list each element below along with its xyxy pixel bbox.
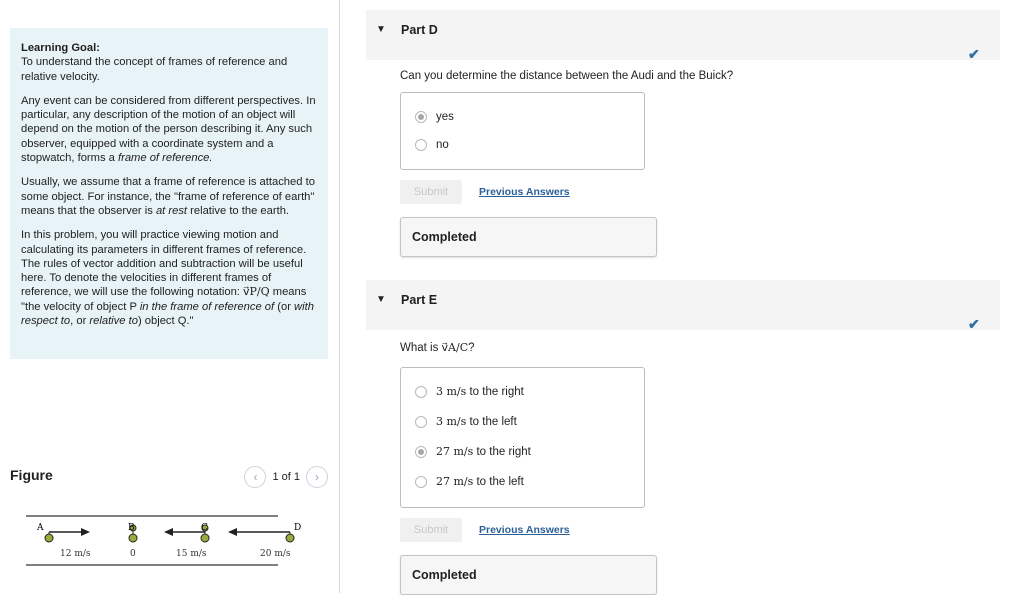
- option-label: no: [436, 139, 449, 151]
- part-e-option-4[interactable]: [415, 475, 524, 488]
- arrow-c-head: [164, 528, 173, 536]
- part-e-option-1[interactable]: [415, 385, 524, 398]
- chevron-right-icon: ›: [315, 470, 319, 484]
- part-d-previous-answers-link[interactable]: Previous Answers: [479, 186, 570, 198]
- speed-b: 0: [130, 549, 136, 559]
- marker-c: [201, 534, 209, 542]
- part-d-option-no[interactable]: [415, 139, 449, 151]
- part-e-option-3[interactable]: [415, 445, 531, 458]
- p2-emphasis: at rest: [155, 204, 188, 217]
- caret-down-icon[interactable]: ▼: [376, 24, 386, 35]
- p2-text-end: relative to the earth.: [187, 204, 290, 217]
- radio[interactable]: [415, 476, 427, 488]
- question-symbol: v⃗A/C: [441, 341, 469, 354]
- p3-emphasis-3: relative to: [89, 315, 138, 328]
- left-panel: [0, 0, 340, 593]
- option-direction: to the left: [473, 476, 524, 488]
- p1-emphasis: frame of reference.: [118, 152, 213, 165]
- option-label: [436, 475, 524, 488]
- radio-selected[interactable]: [415, 446, 427, 458]
- figure-diagram[interactable]: [22, 510, 312, 570]
- panel-divider[interactable]: [339, 0, 340, 593]
- option-value: 27 m/s: [436, 475, 474, 488]
- option-direction: to the right: [466, 386, 524, 398]
- paragraph-1: [21, 94, 317, 165]
- option-direction: to the left: [466, 416, 517, 428]
- option-value: 3 m/s: [436, 385, 467, 398]
- notation-symbol: v⃗P/Q: [243, 285, 270, 299]
- option-label: [436, 445, 531, 458]
- p3-text-e: ) object Q.": [137, 315, 194, 328]
- part-e-label: Part E: [401, 293, 438, 307]
- p3-emphasis-1: in the frame of reference of: [139, 300, 275, 313]
- label-a: A: [37, 523, 44, 533]
- p2-text: Usually, we assume that a frame of reference is attached to some object. For instance, the "frame of reference of earth" means that the observer is: [21, 176, 315, 217]
- option-value: 3 m/s: [436, 415, 467, 428]
- previous-figure-button[interactable]: [244, 466, 266, 488]
- marker-b: [129, 534, 137, 542]
- radio-selected[interactable]: [415, 111, 427, 123]
- part-d-option-yes[interactable]: [415, 111, 454, 123]
- part-d-submit-button[interactable]: Submit: [400, 180, 462, 204]
- p3-text: In this problem, you will practice viewing motion and calculating its parameters in different frames of reference. The rules of vector addition and subtraction will be useful here. To denote the velocities in different frames of reference, we will use the following notation:: [21, 229, 307, 299]
- part-e-options: [400, 367, 645, 508]
- learning-goal-title: Learning Goal:: [21, 42, 100, 54]
- checkmark-icon: ✔: [968, 46, 980, 62]
- paragraph-2: [21, 175, 317, 218]
- part-e-option-2[interactable]: [415, 415, 517, 428]
- paragraph-3: [21, 228, 317, 328]
- speed-a: 12 m/s: [60, 549, 91, 559]
- option-label: [436, 415, 517, 428]
- figure-pager: [244, 466, 328, 488]
- part-d-header[interactable]: [366, 10, 1000, 60]
- speed-c: 15 m/s: [176, 549, 207, 559]
- learning-goal-box: [10, 28, 328, 359]
- option-value: 27 m/s: [436, 445, 474, 458]
- question-suffix: ?: [468, 342, 475, 354]
- part-e-header[interactable]: [366, 280, 1000, 330]
- part-e-submit-button[interactable]: Submit: [400, 518, 462, 542]
- figure-page-count: 1 of 1: [272, 471, 300, 483]
- part-e-question: [400, 341, 475, 354]
- option-label: yes: [436, 111, 454, 123]
- radio[interactable]: [415, 386, 427, 398]
- part-d-question: Can you determine the distance between the Audi and the Buick?: [400, 70, 734, 82]
- option-direction: to the right: [473, 446, 531, 458]
- label-c: C: [201, 523, 208, 533]
- label-b: B: [128, 523, 135, 533]
- question-prefix: What is: [400, 342, 442, 354]
- learning-goal-text: To understand the concept of frames of reference and relative velocity.: [21, 56, 288, 83]
- figure-title: Figure: [10, 467, 53, 483]
- p3-text-b: means "the velocity of object P: [21, 286, 307, 313]
- option-label: [436, 385, 524, 398]
- marker-a: [45, 534, 53, 542]
- arrow-d-head: [228, 528, 237, 536]
- part-d-status: Completed: [400, 217, 657, 257]
- p1-text: Any event can be considered from different perspectives. In particular, any description of the motion of an object will depend on the motion of the person describing it. Any such observer, equipped with a coordinate system and a stopwatch, forms a: [21, 94, 316, 165]
- radio[interactable]: [415, 416, 427, 428]
- part-d-options: [400, 92, 645, 170]
- part-e-previous-answers-link[interactable]: Previous Answers: [479, 524, 570, 536]
- p3-text-c: (or: [274, 300, 295, 313]
- chevron-left-icon: ‹: [253, 470, 258, 484]
- next-figure-button[interactable]: [306, 466, 328, 488]
- part-e-status: Completed: [400, 555, 657, 595]
- figure-header: [10, 464, 328, 492]
- checkmark-icon: ✔: [968, 316, 980, 332]
- part-d-label: Part D: [401, 23, 438, 37]
- label-d: D: [294, 523, 302, 533]
- marker-d: [286, 534, 294, 542]
- p3-text-d: , or: [70, 315, 90, 328]
- arrow-a-head: [81, 528, 90, 536]
- caret-down-icon[interactable]: ▼: [376, 294, 386, 305]
- radio[interactable]: [415, 139, 427, 151]
- p3-emphasis-2: with respect to: [21, 300, 314, 328]
- speed-d: 20 m/s: [260, 549, 291, 559]
